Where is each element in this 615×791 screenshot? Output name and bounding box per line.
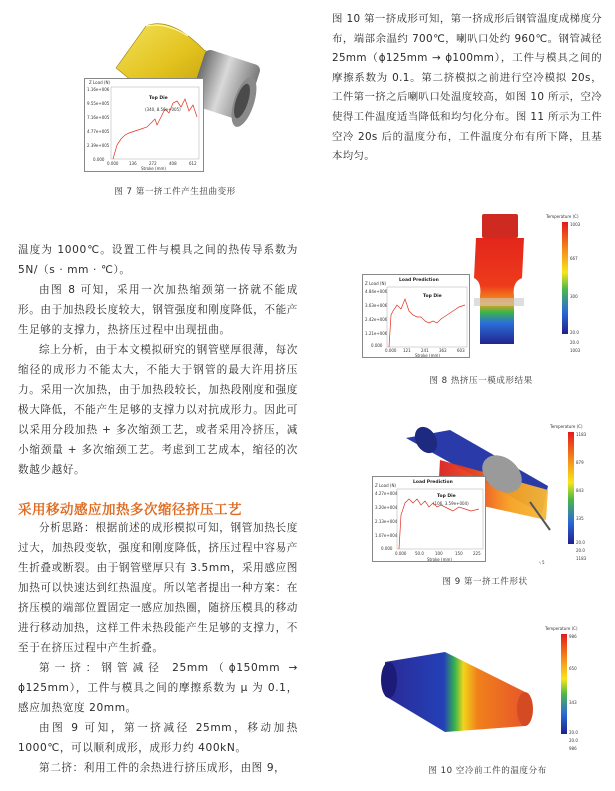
ytick: 2.13e+004 xyxy=(375,519,398,524)
legend-tick: 20.0 xyxy=(569,730,578,735)
legend-title: Temperature (C) xyxy=(550,424,583,429)
plot-xlabel: Stroke (mm) xyxy=(415,353,440,357)
figure-7 xyxy=(76,8,272,194)
figure-7-load-plot xyxy=(84,78,204,172)
top-die-label: Top Die xyxy=(423,294,442,299)
ytick: 4.84e+006 xyxy=(365,289,388,294)
figure-9-load-plot xyxy=(372,476,486,562)
figure-10-caption: 图 10 空冷前工件的温度分布 xyxy=(428,766,547,776)
top-die-label: Top Die xyxy=(437,494,456,499)
xtick: 408 xyxy=(169,161,177,166)
legend-tick: 1183 xyxy=(576,432,587,437)
legend-min: 20.0 xyxy=(570,340,579,345)
plot-xlabel: Stroke (mm) xyxy=(427,557,452,561)
xtick: 0.000 xyxy=(107,161,119,166)
workpiece-temperature-render xyxy=(474,214,524,344)
temperature-legend-bar xyxy=(562,222,568,334)
legend-tick: 20.0 xyxy=(570,330,579,335)
legend-tick: 843 xyxy=(576,488,584,493)
right-top-paragraph: 图 10 第一挤成形可知，第一挤成形后钢管温度成梯度分布，端部余温约 700℃，喇叭口处约 960℃。钢管减径 25mm（ϕ125mm → ϕ100mm），工件与模具之间的摩擦系数为 0.1。第二挤模拟之前进行空冷模拟 20s，工件第一挤之后喇叭口处温度较高，如图 10 所示，空冷使得工件温度适当降低和均匀化分布。图 11 所示为工件空冷 20s 后的温度分布，工件温度分布有所下降，且基本均匀。 xyxy=(332,13,602,163)
legend-tick: 650 xyxy=(569,666,577,671)
xtick: 612 xyxy=(189,161,197,166)
paragraph-heat-transfer: 温度为 1000℃。设置工件与模具之间的热传导系数为 5N/（s · mm · ℃）。 xyxy=(18,244,298,276)
paragraph-first-extrusion: 第一挤：钢管减径 25mm（ϕ150mm → ϕ125mm），工件与模具之间的摩擦系数为 μ 为 0.1，感应加热宽度 20mm。 xyxy=(18,662,298,714)
plot-ylabel: Z Load (N) xyxy=(89,80,110,85)
legend-title: Temperature (C) xyxy=(546,214,579,219)
ytick: 1.21e+006 xyxy=(365,331,388,336)
plot-title: Load Prediction xyxy=(399,278,439,283)
ytick: 4.27e+004 xyxy=(375,491,398,496)
section-heading: 采用移动感应加热多次缩径挤压工艺 xyxy=(18,502,242,518)
legend-title: Temperature (C) xyxy=(545,626,578,631)
xtick: 50.0 xyxy=(415,551,424,556)
plot-ylabel: Z Load (N) xyxy=(375,483,396,488)
paragraph-second-extrusion: 第二挤：利用工件的余热进行挤压成形，由图 9， xyxy=(39,762,286,774)
legend-min: 20.0 xyxy=(576,548,585,553)
peak-marker: (106, 3.59e+004) xyxy=(433,501,469,506)
plot-title: Load Prediction xyxy=(413,480,453,485)
top-die-label: Top Die xyxy=(149,96,168,101)
xtick: 121 xyxy=(403,348,411,353)
xtick: 100 xyxy=(435,551,443,556)
figure-10-render xyxy=(375,622,600,752)
ytick: 7.16e+005 xyxy=(87,115,110,120)
xtick: 150 xyxy=(455,551,463,556)
legend-tick: 300 xyxy=(570,294,578,299)
plot-xlabel: Stroke (mm) xyxy=(141,166,166,171)
peak-marker: (340, 8.56e+005) xyxy=(145,107,181,112)
ytick: 2.42e+006 xyxy=(365,317,388,322)
legend-max: 1003 xyxy=(570,348,581,353)
ytick: 1.16e+006 xyxy=(87,87,110,92)
figure-8 xyxy=(362,210,600,366)
xtick: 272 xyxy=(149,161,157,166)
plot-ylabel: Z Load (N) xyxy=(365,281,386,286)
paragraph-fig9-analysis: 由图 9 可知，第一挤减径 25mm，移动加热 1000℃，可以顺利成形，成形力约 400kN。 xyxy=(18,722,298,754)
ytick: 3.20e+004 xyxy=(375,505,398,510)
ytick: 0.000 xyxy=(371,343,383,348)
xtick: 0.000 xyxy=(385,348,397,353)
corner-mark: ㄣ5 xyxy=(538,560,545,565)
ytick: 9.55e+005 xyxy=(87,101,110,106)
figure-10 xyxy=(375,622,600,752)
figure-9-caption: 图 9 第一挤工件形状 xyxy=(442,577,528,587)
legend-tick: 986 xyxy=(569,634,577,639)
legend-tick: 343 xyxy=(569,700,577,705)
xtick: 241 xyxy=(421,348,429,353)
legend-tick: 335 xyxy=(576,516,584,521)
plot-yticks xyxy=(87,87,110,162)
ytick: 3.63e+006 xyxy=(365,303,388,308)
xtick: 362 xyxy=(439,348,447,353)
legend-tick: 1003 xyxy=(570,222,581,227)
legend-max: 1183 xyxy=(576,556,587,561)
figure-8-load-plot xyxy=(362,274,470,358)
xtick: 225 xyxy=(473,551,481,556)
legend-tick: 667 xyxy=(570,256,578,261)
xtick: 603 xyxy=(457,348,465,353)
xtick: 0.000 xyxy=(395,551,407,556)
ytick: 4.77e+005 xyxy=(87,129,110,134)
xtick: 136 xyxy=(129,161,137,166)
figure-7-caption: 图 7 第一挤工件产生扭曲变形 xyxy=(114,187,236,197)
cooling-workpiece-render xyxy=(381,652,533,732)
ytick: 0.000 xyxy=(381,546,393,551)
load-curve xyxy=(399,499,479,549)
ytick: 1.07e+004 xyxy=(375,533,398,538)
load-curve xyxy=(389,299,465,347)
legend-max: 986 xyxy=(569,746,577,751)
ytick: 0.000 xyxy=(93,157,105,162)
paragraph-fig8-analysis: 由图 8 可知，采用一次加热缩颈第一挤就不能成形。由于加热段长度较大，钢管强度和刚度降低，不能产生足够的支撑力，热挤压过程中出现扭曲。 xyxy=(18,284,298,336)
temperature-legend-bar xyxy=(561,634,567,734)
figure-9 xyxy=(370,420,600,570)
ytick: 2.39e+005 xyxy=(87,143,110,148)
paragraph-approach: 分析思路：根据前述的成形模拟可知，钢管加热长度过大，加热段变软，强度和刚度降低，挤压过程中容易产生折叠或断裂。由于钢管壁厚只有 3.5mm，采用感应图加热可以快速达到红热温度。所以笔者提出一种方案：在挤压模的端部位置固定一感应加热圈，随挤压模具的移动进行移动加热，这样工件未热段能产生足够的支撑力，不至于在挤压过程中产生折叠。 xyxy=(18,522,298,654)
temperature-legend-bar xyxy=(568,432,574,544)
paragraph-summary: 综上分析，由于本文模拟研究的钢管壁厚很薄，每次缩径的成形力不能太大，不能大于钢管的最大许用挤压力。采用一次加热，由于加热段较长，加热段刚度和强度极大降低，不能产生足够的支撑力以对抗成形力。因此可以采用分段加热 + 多次缩颈工艺，或者采用冷挤压，减小缩颈量 + 多次缩颈工艺。考虑到工艺成本，缩径的次数越少越好。 xyxy=(18,344,298,476)
legend-tick: 879 xyxy=(576,460,584,465)
figure-8-caption: 图 8 热挤压一模成形结果 xyxy=(429,376,533,386)
legend-tick: 20.0 xyxy=(576,540,585,545)
legend-min: 20.0 xyxy=(569,738,578,743)
